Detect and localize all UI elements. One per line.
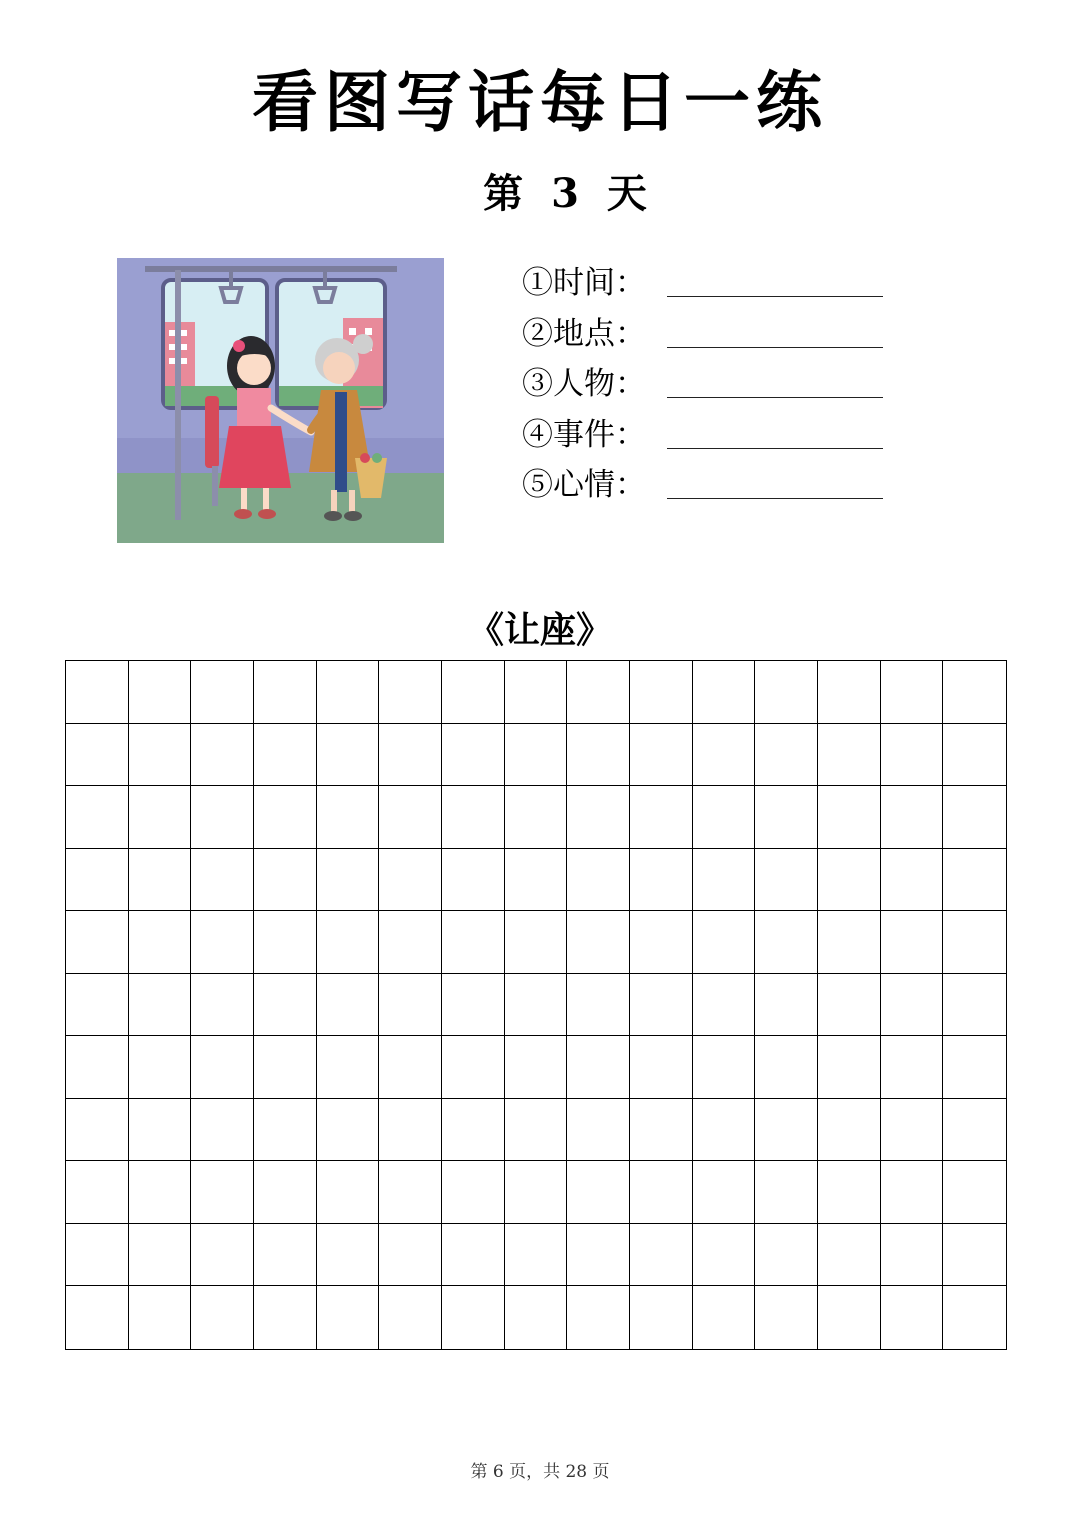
grid-cell[interactable] [191,661,254,724]
grid-cell[interactable] [755,1161,818,1224]
grid-cell[interactable] [943,1224,1006,1287]
grid-cell[interactable] [567,1036,630,1099]
grid-cell[interactable] [630,1099,693,1162]
grid-cell[interactable] [379,974,442,1037]
grid-cell[interactable] [943,1099,1006,1162]
grid-cell[interactable] [943,911,1006,974]
grid-cell[interactable] [881,974,944,1037]
grid-cell[interactable] [567,1161,630,1224]
grid-cell[interactable] [755,1036,818,1099]
grid-cell[interactable] [567,911,630,974]
grid-cell[interactable] [442,911,505,974]
writing-grid[interactable] [65,660,1007,1350]
grid-cell[interactable] [881,1224,944,1287]
answer-line[interactable] [667,448,883,449]
grid-cell[interactable] [630,1224,693,1287]
grid-cell[interactable] [943,1161,1006,1224]
grid-cell[interactable] [630,1286,693,1349]
grid-cell[interactable] [881,724,944,787]
question-mood [522,464,902,515]
grid-cell[interactable] [505,1286,568,1349]
grid-cell[interactable] [379,849,442,912]
grid-cell[interactable] [317,974,380,1037]
grid-cell[interactable] [317,1161,380,1224]
grid-cell[interactable] [379,724,442,787]
grid-cell[interactable] [66,1286,129,1349]
grid-cell[interactable] [818,786,881,849]
grid-cell[interactable] [755,661,818,724]
grid-cell[interactable] [254,911,317,974]
grid-cell[interactable] [630,911,693,974]
grid-cell[interactable] [505,661,568,724]
grid-cell[interactable] [66,1161,129,1224]
grid-cell[interactable] [254,1099,317,1162]
grid-cell[interactable] [191,1224,254,1287]
grid-cell[interactable] [630,786,693,849]
worksheet-title: 看图写话每日一练 [252,63,828,141]
question-list [522,262,902,515]
grid-cell[interactable] [191,911,254,974]
grid-cell[interactable] [505,1224,568,1287]
grid-cell[interactable] [693,724,756,787]
grid-cell[interactable] [379,661,442,724]
grid-cell[interactable] [818,1161,881,1224]
grid-cell[interactable] [129,1224,192,1287]
grid-cell[interactable] [442,661,505,724]
answer-line[interactable] [667,397,883,398]
grid-cell[interactable] [66,786,129,849]
question-label: ④事件： [522,416,646,453]
answer-line[interactable] [667,347,883,348]
grid-cell[interactable] [505,724,568,787]
grid-cell[interactable] [693,1036,756,1099]
grid-cell[interactable] [317,724,380,787]
grid-cell[interactable] [442,849,505,912]
grid-cell[interactable] [317,911,380,974]
grid-cell[interactable] [442,974,505,1037]
grid-cell[interactable] [567,974,630,1037]
grid-cell[interactable] [818,1036,881,1099]
grid-cell[interactable] [129,1036,192,1099]
grid-cell[interactable] [254,974,317,1037]
grid-cell[interactable] [66,974,129,1037]
grid-cell[interactable] [693,1099,756,1162]
grid-cell[interactable] [693,1286,756,1349]
grid-cell[interactable] [505,1099,568,1162]
grid-cell[interactable] [943,1036,1006,1099]
grid-cell[interactable] [66,849,129,912]
grid-cell[interactable] [881,1286,944,1349]
question-event [522,414,902,465]
grid-cell[interactable] [567,1224,630,1287]
grid-cell[interactable] [630,1036,693,1099]
question-label: ③人物： [522,366,646,402]
grid-cell[interactable] [379,911,442,974]
grid-cell[interactable] [818,724,881,787]
grid-cell[interactable] [881,661,944,724]
grid-cell[interactable] [755,1099,818,1162]
answer-line[interactable] [667,296,883,297]
grid-cell[interactable] [567,1099,630,1162]
grid-cell[interactable] [755,786,818,849]
grid-cell[interactable] [442,1036,505,1099]
grid-cell[interactable] [66,911,129,974]
grid-cell[interactable] [66,661,129,724]
grid-cell[interactable] [693,1224,756,1287]
grid-cell[interactable] [191,1036,254,1099]
grid-cell[interactable] [129,849,192,912]
grid-cell[interactable] [379,1161,442,1224]
grid-cell[interactable] [505,1161,568,1224]
grid-cell[interactable] [943,724,1006,787]
grid-cell[interactable] [818,1286,881,1349]
grid-cell[interactable] [129,661,192,724]
grid-cell[interactable] [818,1224,881,1287]
illustration [117,258,444,543]
question-label: ②地点： [522,315,646,352]
grid-cell[interactable] [379,1224,442,1287]
grid-cell[interactable] [379,786,442,849]
grid-cell[interactable] [818,849,881,912]
grid-cell[interactable] [191,1286,254,1349]
grid-cell[interactable] [317,1099,380,1162]
grid-cell[interactable] [818,661,881,724]
grid-cell[interactable] [505,974,568,1037]
grid-cell[interactable] [442,1286,505,1349]
grid-cell[interactable] [567,661,630,724]
grid-cell[interactable] [755,724,818,787]
grid-cell[interactable] [630,661,693,724]
grid-cell[interactable] [567,1286,630,1349]
grid-cell[interactable] [693,974,756,1037]
question-label: ①时间： [522,265,646,301]
grid-cell[interactable] [442,786,505,849]
grid-cell[interactable] [254,1161,317,1224]
grid-cell[interactable] [191,1161,254,1224]
grid-cell[interactable] [254,1036,317,1099]
grid-cell[interactable] [943,849,1006,912]
grid-cell[interactable] [129,724,192,787]
grid-cell[interactable] [943,661,1006,724]
grid-cell[interactable] [630,724,693,787]
grid-cell[interactable] [191,724,254,787]
grid-cell[interactable] [755,849,818,912]
grid-cell[interactable] [379,1036,442,1099]
question-place [522,313,902,364]
grid-cell[interactable] [254,724,317,787]
grid-cell[interactable] [317,1286,380,1349]
grid-cell[interactable] [254,849,317,912]
grid-cell[interactable] [693,786,756,849]
grid-cell[interactable] [693,1161,756,1224]
grid-cell[interactable] [191,786,254,849]
grid-cell[interactable] [505,911,568,974]
grid-cell[interactable] [567,849,630,912]
grid-cell[interactable] [881,1099,944,1162]
grid-cell[interactable] [191,974,254,1037]
grid-cell[interactable] [755,1224,818,1287]
grid-cell[interactable] [881,911,944,974]
grid-cell[interactable] [818,974,881,1037]
grid-cell[interactable] [881,786,944,849]
grid-cell[interactable] [129,1099,192,1162]
question-time [522,262,902,313]
grid-cell[interactable] [317,786,380,849]
page-number: 第 6 页，共 28 页 [470,1462,610,1482]
grid-cell[interactable] [567,724,630,787]
grid-cell[interactable] [254,1286,317,1349]
grid-cell[interactable] [129,911,192,974]
grid-cell[interactable] [693,849,756,912]
grid-cell[interactable] [755,974,818,1037]
grid-cell[interactable] [129,1286,192,1349]
grid-cell[interactable] [191,849,254,912]
grid-cell[interactable] [66,1036,129,1099]
grid-cell[interactable] [630,1161,693,1224]
grid-cell[interactable] [567,786,630,849]
grid-cell[interactable] [505,849,568,912]
grid-cell[interactable] [755,911,818,974]
grid-cell[interactable] [254,1224,317,1287]
grid-cell[interactable] [317,1224,380,1287]
grid-cell[interactable] [943,974,1006,1037]
grid-cell[interactable] [317,1036,380,1099]
day-label: 第 3 天 [483,170,647,217]
grid-cell[interactable] [630,849,693,912]
question-characters [522,363,902,414]
grid-cell[interactable] [442,724,505,787]
grid-cell[interactable] [66,724,129,787]
grid-cell[interactable] [129,786,192,849]
grid-cell[interactable] [630,974,693,1037]
grid-cell[interactable] [379,1286,442,1349]
grid-cell[interactable] [191,1099,254,1162]
grid-cell[interactable] [129,1161,192,1224]
grid-cell[interactable] [66,1099,129,1162]
grid-cell[interactable] [254,661,317,724]
grid-cell[interactable] [818,1099,881,1162]
question-label: ⑤心情： [522,467,646,503]
grid-cell[interactable] [881,1036,944,1099]
grid-cell[interactable] [317,849,380,912]
grid-cell[interactable] [379,1099,442,1162]
grid-cell[interactable] [442,1224,505,1287]
grid-cell[interactable] [881,849,944,912]
answer-line[interactable] [667,498,883,499]
grid-cell[interactable] [442,1161,505,1224]
grid-cell[interactable] [505,786,568,849]
grid-cell[interactable] [693,661,756,724]
grid-cell[interactable] [129,974,192,1037]
grid-cell[interactable] [693,911,756,974]
grid-cell[interactable] [943,786,1006,849]
grid-cell[interactable] [818,911,881,974]
grid-cell[interactable] [66,1224,129,1287]
grid-cell[interactable] [505,1036,568,1099]
grid-cell[interactable] [254,786,317,849]
essay-title: 《让座》 [467,609,612,651]
grid-cell[interactable] [442,1099,505,1162]
grid-cell[interactable] [881,1161,944,1224]
grid-cell[interactable] [755,1286,818,1349]
grid-cell[interactable] [317,661,380,724]
grid-cell[interactable] [943,1286,1006,1349]
